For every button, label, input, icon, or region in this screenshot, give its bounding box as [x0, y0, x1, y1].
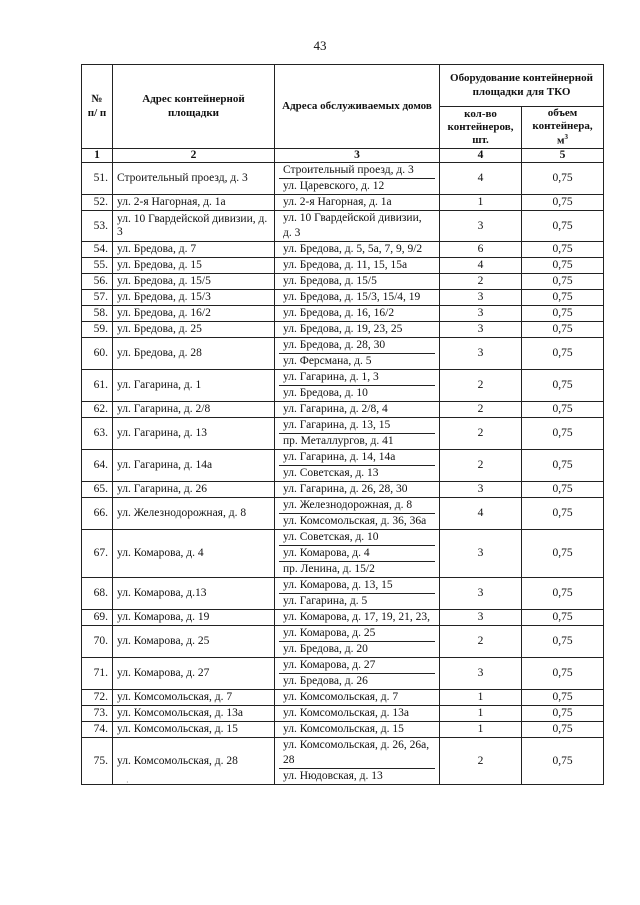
served-houses-cell — [275, 498, 440, 530]
header-volume: объем контейнера, $м^3$ — [522, 107, 604, 149]
row-number: 52. — [82, 195, 113, 211]
served-houses-cell — [275, 530, 440, 578]
served-houses-cell — [275, 658, 440, 690]
row-number: 55. — [82, 258, 113, 274]
platform-address: ул. Гагарина, д. 2/8 — [113, 402, 275, 418]
row-number: 68. — [82, 578, 113, 610]
platform-address: ул. Бредова, д. 15 — [113, 258, 275, 274]
served-houses-cell — [275, 242, 440, 258]
platform-address: ул. Гагарина, д. 1 — [113, 370, 275, 402]
container-count: 2 — [440, 274, 522, 290]
container-volume: 0,75 — [522, 306, 604, 322]
served-house: ул. Гагарина, д. 13, 15 — [283, 419, 391, 432]
container-volume: 0,75 — [522, 322, 604, 338]
row-number: 58. — [82, 306, 113, 322]
table-body — [82, 163, 604, 785]
row-number: 66. — [82, 498, 113, 530]
served-house: ул. Царевского, д. 12 — [279, 178, 435, 194]
container-volume: 0,75 — [522, 706, 604, 722]
served-houses-cell — [275, 690, 440, 706]
table-row — [82, 690, 604, 706]
container-count: 1 — [440, 706, 522, 722]
container-volume: 0,75 — [522, 738, 604, 785]
served-houses-cell — [275, 722, 440, 738]
platform-address: ул. Комарова, д. 4 — [113, 530, 275, 578]
platform-address: ул. Комсомольская, д. 13а — [113, 706, 275, 722]
platform-address: ул. Бредова, д. 7 — [113, 242, 275, 258]
served-house: ул. Комсомольская, д. 15 — [283, 723, 404, 736]
served-house: ул. Бредова, д. 26 — [279, 673, 435, 689]
served-house: ул. 10 Гвардейской дивизии, д. 3 — [283, 212, 422, 240]
container-count: 2 — [440, 450, 522, 482]
index-cell: 1 — [82, 149, 113, 163]
container-count: 3 — [440, 290, 522, 306]
row-number: 53. — [82, 211, 113, 242]
header-platform-address: Адрес контейнерной площадки — [113, 65, 275, 149]
served-house: ул. Советская, д. 13 — [279, 465, 435, 481]
table-row — [82, 498, 604, 530]
header-count: кол-во контейнеров, шт. — [440, 107, 522, 149]
served-house: ул. Бредова, д. 15/5 — [283, 275, 377, 288]
served-houses-cell — [275, 402, 440, 418]
container-count: 6 — [440, 242, 522, 258]
table-row — [82, 738, 604, 785]
row-number: 62. — [82, 402, 113, 418]
container-count: 3 — [440, 530, 522, 578]
served-houses-cell — [275, 578, 440, 610]
platform-address: ул. Бредова, д. 28 — [113, 338, 275, 370]
row-number: 65. — [82, 482, 113, 498]
served-house: ул. Комсомольская, д. 26, 26а, 28 — [283, 739, 430, 767]
served-house: ул. Гагарина, д. 5 — [279, 593, 435, 609]
table-row — [82, 290, 604, 306]
container-count: 3 — [440, 610, 522, 626]
table-row — [82, 258, 604, 274]
served-house: ул. Гагарина, д. 2/8, 4 — [283, 403, 388, 416]
container-count: 2 — [440, 402, 522, 418]
platform-address: ул. 10 Гвардейской дивизии, д. 3 — [113, 211, 275, 242]
served-houses-cell — [275, 274, 440, 290]
container-volume: 0,75 — [522, 690, 604, 706]
scan-speck: · — [126, 778, 129, 787]
platform-address: ул. Комсомольская, д. 28 — [113, 738, 275, 785]
row-number: 57. — [82, 290, 113, 306]
served-houses-cell — [275, 626, 440, 658]
table-row — [82, 722, 604, 738]
served-houses-cell — [275, 706, 440, 722]
container-count: 4 — [440, 498, 522, 530]
platform-address: ул. Комарова, д.13 — [113, 578, 275, 610]
table-row — [82, 274, 604, 290]
platform-address: ул. Комарова, д. 25 — [113, 626, 275, 658]
container-volume: 0,75 — [522, 370, 604, 402]
header-served-houses: Адреса обслуживаемых домов — [275, 65, 440, 149]
container-count: 1 — [440, 195, 522, 211]
platform-address: ул. Комсомольская, д. 7 — [113, 690, 275, 706]
served-house: ул. Бредова, д. 5, 5а, 7, 9, 9/2 — [283, 243, 423, 256]
served-houses-cell — [275, 211, 440, 242]
row-number: 71. — [82, 658, 113, 690]
served-house: ул. Комарова, д. 17, 19, 21, 23, — [283, 611, 431, 624]
served-house: ул. Советская, д. 10 — [283, 531, 379, 544]
container-volume: 0,75 — [522, 450, 604, 482]
row-number: 60. — [82, 338, 113, 370]
table-row — [82, 578, 604, 610]
served-houses-cell — [275, 370, 440, 402]
platform-address: ул. Бредова, д. 25 — [113, 322, 275, 338]
row-number: 59. — [82, 322, 113, 338]
index-cell: 4 — [440, 149, 522, 163]
container-volume: 0,75 — [522, 274, 604, 290]
table-row — [82, 418, 604, 450]
served-houses-cell — [275, 195, 440, 211]
container-count: 3 — [440, 482, 522, 498]
row-number: 72. — [82, 690, 113, 706]
served-house: ул. Комсомольская, д. 7 — [283, 691, 399, 704]
served-houses-cell — [275, 738, 440, 785]
table-row — [82, 610, 604, 626]
served-house: ул. Комсомольская, д. 13а — [283, 707, 410, 720]
served-house: пр. Металлургов, д. 41 — [279, 433, 435, 449]
index-cell: 3 — [275, 149, 440, 163]
container-volume: 0,75 — [522, 402, 604, 418]
container-volume: 0,75 — [522, 658, 604, 690]
container-volume: 0,75 — [522, 498, 604, 530]
served-house: ул. Нюдовская, д. 13 — [279, 768, 435, 784]
served-houses-cell — [275, 258, 440, 274]
table-row — [82, 706, 604, 722]
served-houses-cell — [275, 322, 440, 338]
served-house: ул. Гагарина, д. 1, 3 — [283, 371, 379, 384]
container-volume: 0,75 — [522, 195, 604, 211]
platform-address: ул. Бредова, д. 16/2 — [113, 306, 275, 322]
container-volume: 0,75 — [522, 482, 604, 498]
table-row — [82, 306, 604, 322]
container-volume: 0,75 — [522, 530, 604, 578]
row-number: 64. — [82, 450, 113, 482]
served-house: ул. Комарова, д. 4 — [279, 545, 435, 561]
platform-address: ул. Комсомольская, д. 15 — [113, 722, 275, 738]
container-count: 3 — [440, 578, 522, 610]
platform-address: ул. Гагарина, д. 26 — [113, 482, 275, 498]
container-volume: 0,75 — [522, 610, 604, 626]
table-row — [82, 658, 604, 690]
served-houses-cell — [275, 482, 440, 498]
platform-address: Строительный проезд, д. 3 — [113, 163, 275, 195]
served-house: ул. Комарова, д. 25 — [283, 627, 376, 640]
table-row — [82, 163, 604, 195]
table-row — [82, 450, 604, 482]
served-house: ул. Комсомольская, д. 36, 36а — [279, 513, 435, 529]
containers-table — [81, 64, 604, 785]
row-number: 61. — [82, 370, 113, 402]
served-house: ул. Бредова, д. 15/3, 15/4, 19 — [283, 291, 421, 304]
served-house: пр. Ленина, д. 15/2 — [279, 561, 435, 577]
container-volume: 0,75 — [522, 626, 604, 658]
container-volume: 0,75 — [522, 290, 604, 306]
table-row — [82, 338, 604, 370]
table-row — [82, 242, 604, 258]
served-house: ул. Ферсмана, д. 5 — [279, 353, 435, 369]
container-volume: 0,75 — [522, 163, 604, 195]
header-equipment: Оборудование контейнерной площадки для ТКО — [440, 65, 604, 107]
container-count: 3 — [440, 338, 522, 370]
platform-address: ул. Комарова, д. 19 — [113, 610, 275, 626]
served-house: ул. Железнодорожная, д. 8 — [283, 499, 413, 512]
platform-address: ул. Бредова, д. 15/3 — [113, 290, 275, 306]
container-count: 3 — [440, 306, 522, 322]
table-row — [82, 626, 604, 658]
served-house: ул. Бредова, д. 19, 23, 25 — [283, 323, 403, 336]
platform-address: ул. Комарова, д. 27 — [113, 658, 275, 690]
platform-address: ул. Гагарина, д. 14а — [113, 450, 275, 482]
platform-address: ул. Бредова, д. 15/5 — [113, 274, 275, 290]
served-house: ул. Бредова, д. 20 — [279, 641, 435, 657]
table-row — [82, 211, 604, 242]
table-row — [82, 195, 604, 211]
row-number: 73. — [82, 706, 113, 722]
index-cell: 2 — [113, 149, 275, 163]
row-number: 54. — [82, 242, 113, 258]
table-row — [82, 322, 604, 338]
row-number: 74. — [82, 722, 113, 738]
platform-address: ул. Гагарина, д. 13 — [113, 418, 275, 450]
table-row — [82, 530, 604, 578]
container-count: 4 — [440, 258, 522, 274]
container-count: 2 — [440, 738, 522, 785]
container-volume: 0,75 — [522, 418, 604, 450]
index-cell: 5 — [522, 149, 604, 163]
row-number: 56. — [82, 274, 113, 290]
table-row — [82, 370, 604, 402]
platform-address: ул. Железнодорожная, д. 8 — [113, 498, 275, 530]
served-house: Строительный проезд, д. 3 — [283, 164, 414, 177]
container-count: 2 — [440, 370, 522, 402]
page-number: 43 — [313, 38, 327, 53]
served-house: ул. Гагарина, д. 14, 14а — [283, 451, 396, 464]
container-volume: 0,75 — [522, 258, 604, 274]
served-house: ул. Комарова, д. 27 — [283, 659, 376, 672]
served-house: ул. Бредова, д. 16, 16/2 — [283, 307, 395, 320]
served-house: ул. Гагарина, д. 26, 28, 30 — [283, 483, 408, 496]
container-count: 2 — [440, 418, 522, 450]
table-row — [82, 482, 604, 498]
container-volume: 0,75 — [522, 338, 604, 370]
container-volume: 0,75 — [522, 722, 604, 738]
container-volume: 0,75 — [522, 211, 604, 242]
table-row — [82, 402, 604, 418]
row-number: 51. — [82, 163, 113, 195]
row-number: 63. — [82, 418, 113, 450]
served-houses-cell — [275, 306, 440, 322]
container-volume: 0,75 — [522, 578, 604, 610]
served-house: ул. Комарова, д. 13, 15 — [283, 579, 393, 592]
container-count: 3 — [440, 658, 522, 690]
container-count: 4 — [440, 163, 522, 195]
header-num: № п/ п — [82, 65, 113, 149]
platform-address: ул. 2-я Нагорная, д. 1а — [113, 195, 275, 211]
row-number: 70. — [82, 626, 113, 658]
container-count: 3 — [440, 322, 522, 338]
row-number: 69. — [82, 610, 113, 626]
served-houses-cell — [275, 418, 440, 450]
container-count: 1 — [440, 690, 522, 706]
row-number: 75. — [82, 738, 113, 785]
served-house: ул. Бредова, д. 28, 30 — [283, 339, 386, 352]
served-house: ул. Бредова, д. 11, 15, 15а — [283, 259, 408, 272]
served-houses-cell — [275, 163, 440, 195]
served-houses-cell — [275, 450, 440, 482]
container-count: 1 — [440, 722, 522, 738]
container-count: 3 — [440, 211, 522, 242]
served-house: ул. Бредова, д. 10 — [279, 385, 435, 401]
container-volume: 0,75 — [522, 242, 604, 258]
row-number: 67. — [82, 530, 113, 578]
container-count: 2 — [440, 626, 522, 658]
served-houses-cell — [275, 338, 440, 370]
served-houses-cell — [275, 290, 440, 306]
served-houses-cell — [275, 610, 440, 626]
served-house: ул. 2-я Нагорная, д. 1а — [283, 196, 392, 209]
